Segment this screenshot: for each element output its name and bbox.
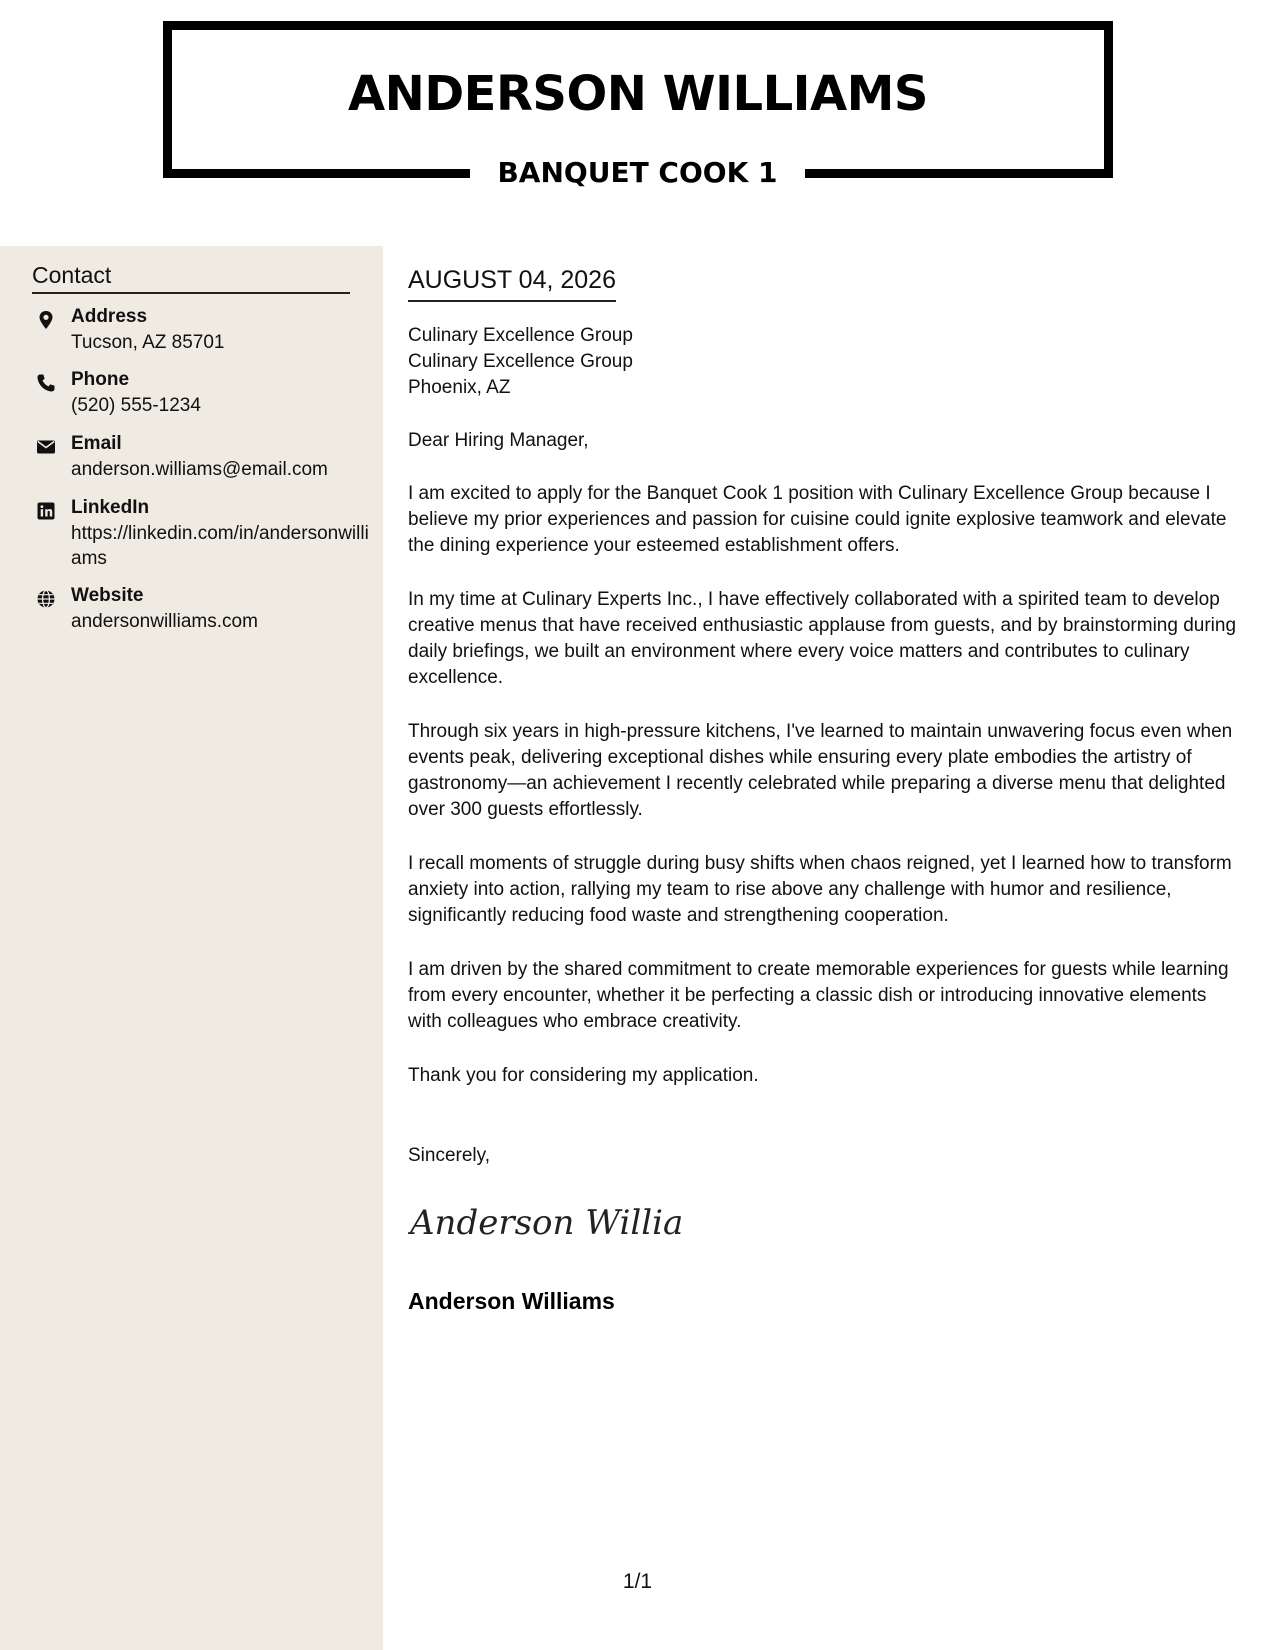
recipient-block [408,323,1008,401]
salutation: Dear Hiring Manager, [408,430,589,451]
page-number: 1/1 [622,1570,653,1593]
job-title: BANQUET COOK 1 [470,148,805,198]
body-paragraph: I am driven by the shared commitment to create memorable experiences for guests while learning from every encounter, whether it be perfecting a classic dish or introducing innovative elements with colleagues who embrace creativity. [408,959,1229,1032]
body-paragraph: In my time at Culinary Experts Inc., I have effectively collaborated with a spirited team to develop creative menus that have received enthusiastic applause from guests, and by brainstorming during daily briefings, we built an environment where every voice matters and contributes to culinary excellence. [408,589,1237,688]
address-value: Tucson, AZ 85701 [71,332,225,353]
globe-icon [36,589,56,609]
contact-label: Website [71,585,144,606]
body-paragraph: Thank you for considering my application. [408,1065,759,1086]
map-pin-icon [36,310,56,330]
applicant-name: ANDERSON WILLIAMS [348,66,928,122]
body-paragraph: Through six years in high-pressure kitchens, I've learned to maintain unwavering focus even when events peak, delivering exceptional dishes while ensuring every plate embodies the artistry of gastronomy—an achievement I recently celebrated while preparing a diverse menu that delighted over 300 guests effortlessly. [408,721,1233,820]
recipient-line: Phoenix, AZ [408,377,511,398]
handwritten-signature [408,1196,698,1246]
contact-heading: Contact [32,260,350,294]
phone-value: (520) 555-1234 [71,395,201,416]
signed-name: Anderson Williams [408,1288,615,1314]
contact-label: Address [71,306,148,327]
linkedin-icon [36,501,56,521]
letter-date: AUGUST 04, 2026 [408,264,616,302]
contact-label: LinkedIn [71,497,150,518]
website-value: andersonwilliams.com [71,611,258,632]
linkedin-value: https://linkedin.com/in/andersonwilliams [71,523,369,569]
envelope-icon [36,437,56,457]
signature-text: Anderson Willia [410,1203,684,1243]
recipient-line: Culinary Excellence Group [408,351,633,372]
contact-sidebar [0,246,383,1650]
contact-label: Phone [71,369,130,390]
body-paragraph: I am excited to apply for the Banquet Cook 1 position with Culinary Excellence Group because I believe my prior experiences and passion for cuisine could ignite explosive teamwork and elevate the dining experience your esteemed establishment offers. [408,483,1227,556]
recipient-line: Culinary Excellence Group [408,325,633,346]
body-paragraph: I recall moments of struggle during busy shifts when chaos reigned, yet I learned how to transform anxiety into action, rallying my team to rise above any challenge with humor and resilience, significantly reducing food waste and strengthening cooperation. [408,853,1232,926]
closing: Sincerely, [408,1145,491,1166]
email-value: anderson.williams@email.com [71,459,328,480]
phone-icon [36,373,56,393]
contact-label: Email [71,433,122,454]
